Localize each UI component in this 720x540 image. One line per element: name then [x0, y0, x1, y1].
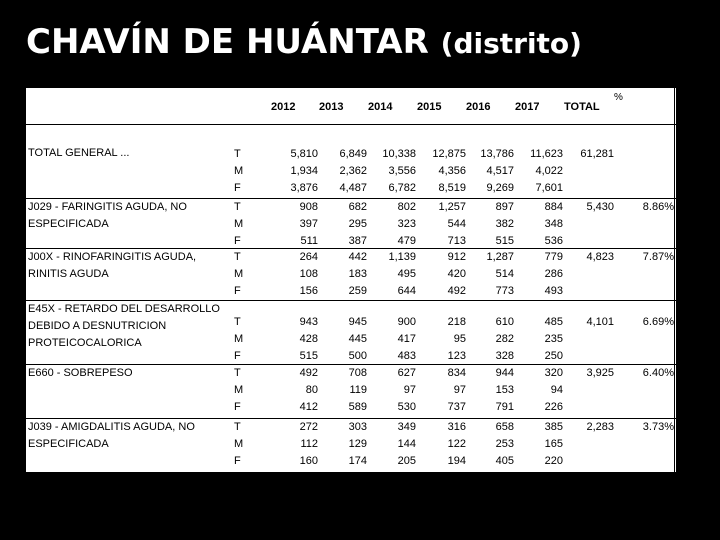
cell-value: 94: [550, 384, 563, 396]
sex-code: T: [234, 421, 241, 433]
cell-value: 1,934: [290, 165, 318, 177]
cell-value: 123: [447, 350, 466, 362]
cell-value: 834: [447, 367, 466, 379]
group-pct: 6.40%: [642, 367, 674, 379]
cell-value: 397: [299, 218, 318, 230]
header-year-5: 2017: [515, 101, 540, 113]
group-total: 4,823: [586, 251, 614, 263]
cell-value: 900: [397, 316, 416, 328]
cell-value: 156: [299, 285, 318, 297]
cell-value: 3,556: [388, 165, 416, 177]
cell-value: 95: [453, 333, 466, 345]
cell-value: 420: [447, 268, 466, 280]
cell-value: 544: [447, 218, 466, 230]
cell-value: 912: [447, 251, 466, 263]
cell-value: 316: [447, 421, 466, 433]
cell-value: 112: [300, 438, 318, 450]
sex-code: F: [234, 182, 241, 194]
sex-code: T: [234, 148, 241, 160]
cell-value: 80: [305, 384, 318, 396]
cell-value: 485: [544, 316, 563, 328]
cell-value: 944: [495, 367, 514, 379]
cell-value: 303: [348, 421, 367, 433]
cell-value: 108: [299, 268, 318, 280]
cell-value: 272: [299, 421, 318, 433]
cell-value: 323: [397, 218, 416, 230]
sex-code: M: [234, 384, 244, 396]
cell-value: 515: [299, 350, 318, 362]
table-group: [26, 418, 676, 472]
cell-value: 259: [348, 285, 367, 297]
cell-value: 943: [299, 316, 318, 328]
cell-value: 4,517: [486, 165, 514, 177]
sex-code: F: [234, 350, 241, 362]
cell-value: 610: [495, 316, 514, 328]
cell-value: 536: [544, 235, 563, 247]
cell-value: 483: [397, 350, 416, 362]
sex-code: M: [234, 165, 244, 177]
cell-value: 417: [397, 333, 416, 345]
cell-value: 589: [348, 401, 367, 413]
group-total: 61,281: [580, 148, 614, 160]
cell-value: 12,875: [432, 148, 466, 160]
cell-value: 500: [348, 350, 367, 362]
cell-value: 493: [544, 285, 563, 297]
cell-value: 250: [544, 350, 563, 362]
cell-value: 385: [544, 421, 563, 433]
table-group: [26, 198, 676, 249]
cell-value: 10,338: [382, 148, 416, 160]
cell-value: 708: [348, 367, 367, 379]
cell-value: 160: [299, 455, 318, 467]
cell-value: 97: [453, 384, 466, 396]
cell-value: 282: [495, 333, 514, 345]
sex-code: M: [234, 333, 244, 345]
cell-value: 492: [299, 367, 318, 379]
cell-value: 897: [495, 201, 514, 213]
cell-value: 382: [495, 218, 514, 230]
cell-value: 884: [544, 201, 563, 213]
group-total: 2,283: [586, 421, 614, 433]
cell-value: 119: [349, 384, 367, 396]
cell-value: 405: [495, 455, 514, 467]
group-pct: 6.69%: [642, 316, 674, 328]
cell-value: 515: [495, 235, 514, 247]
sex-code: F: [234, 401, 241, 413]
cell-value: 412: [299, 401, 318, 413]
cell-value: 4,487: [339, 182, 367, 194]
cell-value: 165: [544, 438, 563, 450]
header-year-0: 2012: [271, 101, 296, 113]
table-group: [26, 300, 676, 365]
sex-code: F: [234, 285, 241, 297]
cell-value: 511: [300, 235, 318, 247]
sex-code: F: [234, 455, 241, 467]
cell-value: 226: [544, 401, 563, 413]
cell-value: 5,810: [290, 148, 318, 160]
cell-value: 4,356: [438, 165, 466, 177]
cell-value: 205: [397, 455, 416, 467]
cell-value: 2,362: [339, 165, 367, 177]
cell-value: 492: [447, 285, 466, 297]
group-label: E45X - RETARDO DEL DESARROLLO DEBIDO A DESNUTRICION PROTEICOCALORICA: [28, 303, 220, 349]
sex-code: M: [234, 218, 244, 230]
cell-value: 218: [447, 316, 466, 328]
cell-value: 3,876: [290, 182, 318, 194]
cell-value: 174: [348, 455, 367, 467]
page-title: [26, 22, 582, 62]
cell-value: 514: [495, 268, 514, 280]
cell-value: 6,849: [339, 148, 367, 160]
sex-code: M: [234, 438, 244, 450]
cell-value: 682: [348, 201, 367, 213]
header-total: TOTAL: [564, 101, 600, 113]
cell-value: 945: [348, 316, 367, 328]
cell-value: 908: [299, 201, 318, 213]
group-label: J039 - AMIGDALITIS AGUDA, NO ESPECIFICADA: [28, 421, 195, 450]
group-label: E660 - SOBREPESO: [28, 367, 133, 379]
header-year-3: 2015: [417, 101, 442, 113]
cell-value: 530: [397, 401, 416, 413]
cell-value: 773: [495, 285, 514, 297]
cell-value: 183: [348, 268, 367, 280]
cell-value: 122: [447, 438, 466, 450]
cell-value: 495: [397, 268, 416, 280]
cell-value: 13,786: [480, 148, 514, 160]
sex-code: T: [234, 367, 241, 379]
cell-value: 97: [403, 384, 416, 396]
header-year-4: 2016: [466, 101, 491, 113]
cell-value: 220: [544, 455, 563, 467]
cell-value: 194: [447, 455, 466, 467]
table-right-border: [674, 88, 675, 472]
cell-value: 9,269: [486, 182, 514, 194]
header-year-2: 2014: [368, 101, 393, 113]
sex-code: M: [234, 268, 244, 280]
group-label: J00X - RINOFARINGITIS AGUDA, RINITIS AGUDA: [28, 251, 197, 280]
cell-value: 658: [495, 421, 514, 433]
page-title-sub: (distrito): [440, 27, 582, 60]
cell-value: 349: [397, 421, 416, 433]
cell-value: 153: [495, 384, 514, 396]
cell-value: 644: [397, 285, 416, 297]
group-pct: 7.87%: [642, 251, 674, 263]
table-header: [26, 88, 676, 125]
cell-value: 387: [348, 235, 367, 247]
cell-value: 264: [299, 251, 318, 263]
sex-code: F: [234, 235, 241, 247]
cell-value: 737: [447, 401, 466, 413]
cell-value: 779: [544, 251, 563, 263]
cell-value: 8,519: [438, 182, 466, 194]
header-year-1: 2013: [319, 101, 344, 113]
cell-value: 328: [495, 350, 514, 362]
cell-value: 713: [447, 235, 466, 247]
cell-value: 445: [348, 333, 367, 345]
cell-value: 129: [348, 438, 367, 450]
group-total: 4,101: [586, 316, 614, 328]
page-title-main: CHAVÍN DE HUÁNTAR: [26, 22, 429, 62]
cell-value: 11,623: [530, 148, 563, 160]
table-group: [26, 138, 676, 198]
cell-value: 4,022: [535, 165, 563, 177]
group-label: TOTAL GENERAL ...: [28, 147, 130, 159]
cell-value: 627: [397, 367, 416, 379]
cell-value: 442: [348, 251, 367, 263]
table-group: [26, 364, 676, 419]
group-total: 3,925: [586, 367, 614, 379]
cell-value: 7,601: [535, 182, 563, 194]
group-total: 5,430: [586, 201, 614, 213]
sex-code: T: [234, 201, 241, 213]
cell-value: 253: [495, 438, 514, 450]
cell-value: 1,287: [486, 251, 514, 263]
sex-code: T: [234, 316, 241, 328]
cell-value: 428: [299, 333, 318, 345]
cell-value: 6,782: [388, 182, 416, 194]
cell-value: 320: [544, 367, 563, 379]
group-pct: 3.73%: [642, 421, 674, 433]
cell-value: 791: [495, 401, 514, 413]
group-label: J029 - FARINGITIS AGUDA, NO ESPECIFICADA: [28, 201, 187, 230]
cell-value: 144: [397, 438, 416, 450]
table-group: [26, 248, 676, 301]
group-pct: 8.86%: [642, 201, 674, 213]
header-pct: %: [614, 92, 623, 103]
cell-value: 348: [544, 218, 563, 230]
sex-code: T: [234, 251, 241, 263]
cell-value: 235: [544, 333, 563, 345]
cell-value: 295: [348, 218, 367, 230]
cell-value: 802: [397, 201, 416, 213]
cell-value: 1,257: [438, 201, 466, 213]
cell-value: 1,139: [388, 251, 416, 263]
cell-value: 479: [397, 235, 416, 247]
disease-table: [26, 88, 676, 472]
cell-value: 286: [544, 268, 563, 280]
